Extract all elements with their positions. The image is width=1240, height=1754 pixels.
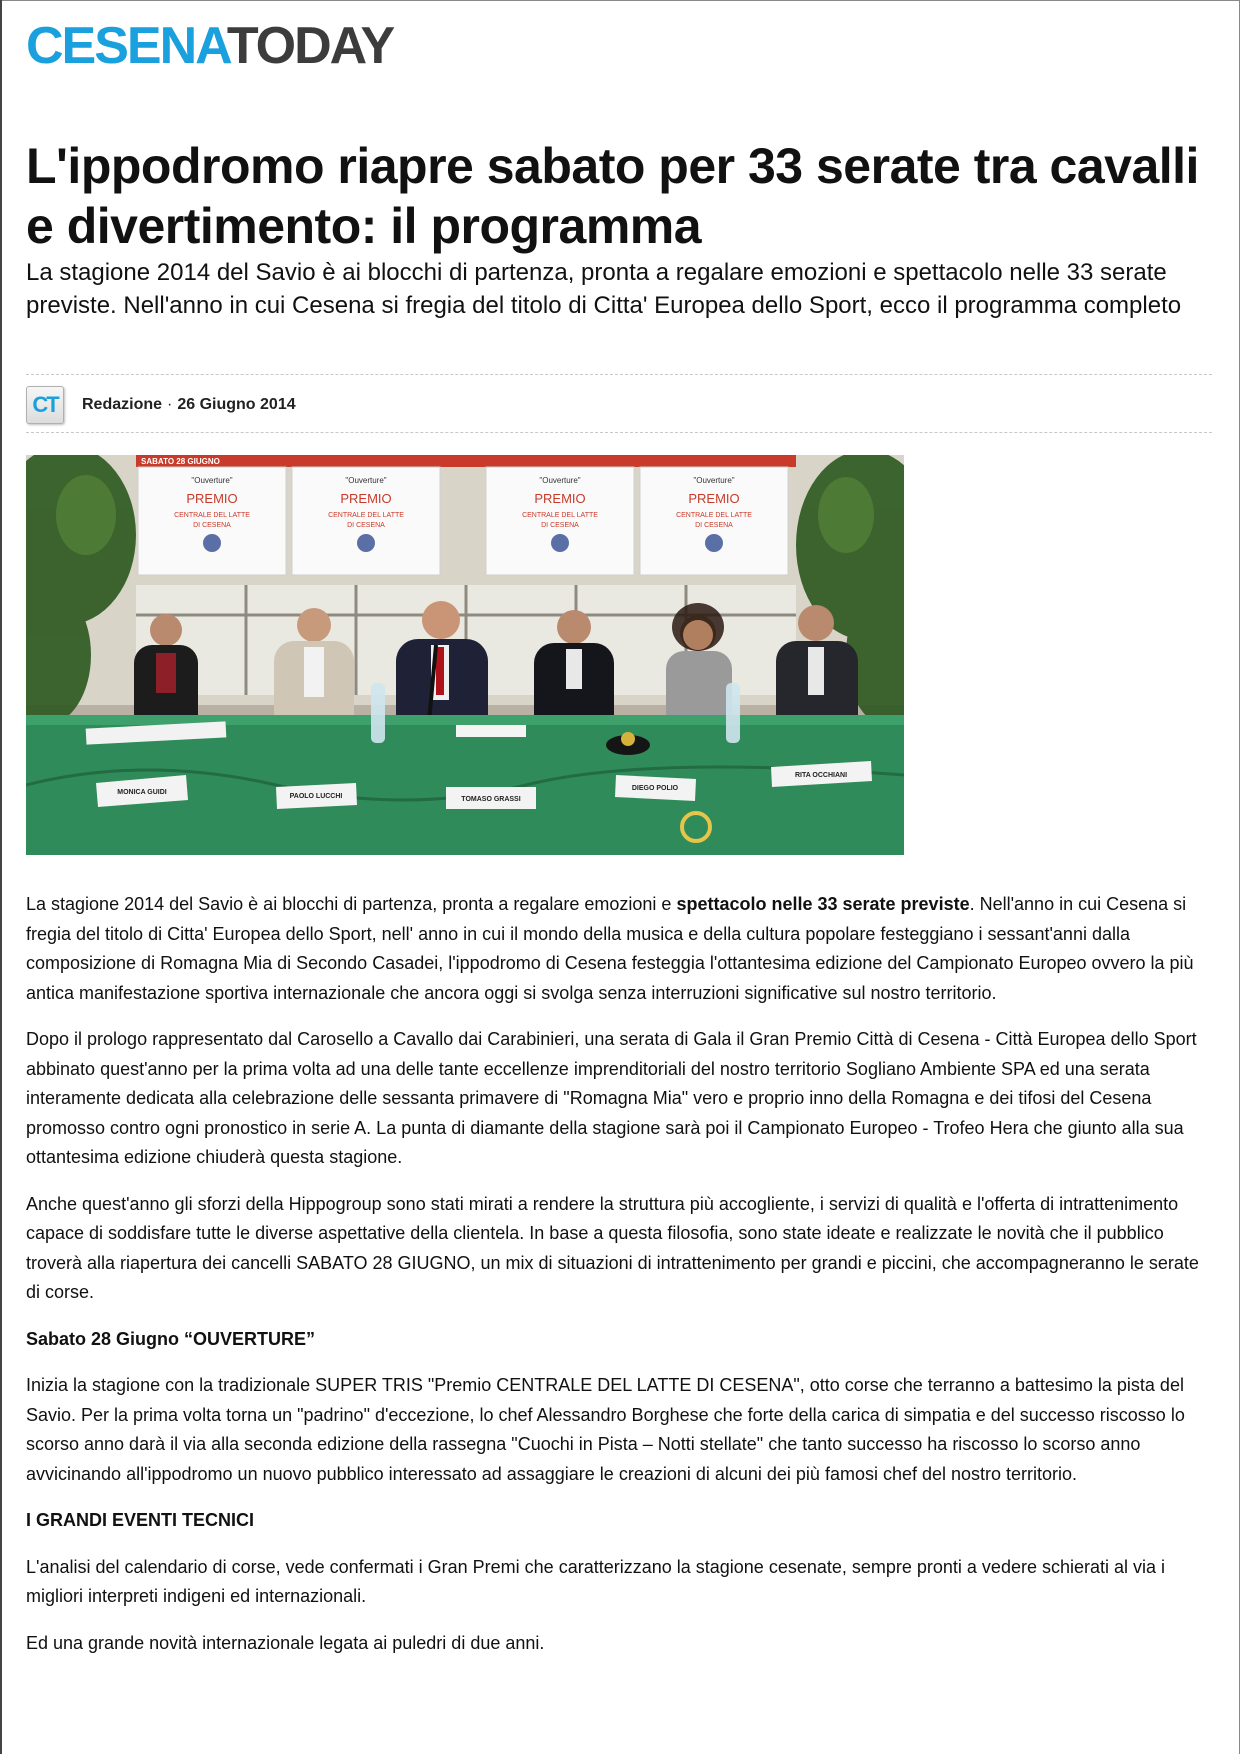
svg-text:"Ouverture": "Ouverture" bbox=[693, 476, 735, 485]
paragraph-1-part-b: . Nell'anno in cui Cesena si fregia del titolo di Citta' Europea dello Sport, nell' anno in cui il mondo della musica e della cultura popolare festeggiano i sessant'anni dalla composizione di Romagna Mia di Secondo Casadei, l'ippodromo di Cesena festeggia l'ottantesima edizione del Campionato Europeo ovvero la più antica manifestazione sportiva internazionale che ancora oggi si svolga senza interruzioni significative sul nostro territorio. bbox=[26, 894, 1194, 1003]
svg-text:PAOLO LUCCHI: PAOLO LUCCHI bbox=[289, 793, 343, 800]
page-border-top bbox=[0, 0, 1240, 1]
byline bbox=[26, 384, 296, 426]
paragraph-2: Dopo il prologo rappresentato dal Carosello a Cavallo dai Carabinieri, una serata di Gala il Gran Premio Città di Cesena - Città Europea dello Sport abbinato quest'anno per la prima volta ad una delle tante eccellenze imprenditoriali del nostro territorio Sogliano Ambiente SPA ed una serata interamente dedicata alla celebrazione delle sessanta primavere di "Romagna Mia" vero e proprio inno della Romagna e dei tifosi del Cesena promosso contro ogni pronostico in serie A. La punta di diamante della stagione sarà poi il Campionato Europeo - Trofeo Hera che giunto alla sua ottantesima edizione chiuderà questa stagione. bbox=[26, 1029, 1197, 1167]
svg-text:CENTRALE DEL LATTE: CENTRALE DEL LATTE bbox=[174, 512, 250, 519]
name-card-4 bbox=[615, 775, 696, 801]
article-title: L'ippodromo riapre sabato per 33 serate tra cavalli e divertimento: il programma bbox=[26, 138, 1199, 254]
svg-text:DI CESENA: DI CESENA bbox=[193, 522, 231, 529]
publish-date: 26 Giugno 2014 bbox=[177, 396, 296, 413]
paragraph-1 bbox=[26, 890, 1212, 1008]
svg-text:CENTRALE DEL LATTE: CENTRALE DEL LATTE bbox=[522, 512, 598, 519]
paragraph-4: Inizia la stagione con la tradizionale SUPER TRIS "Premio CENTRALE DEL LATTE DI CESENA", otto corse che terranno a battesimo la pista del Savio. Per la prima volta torna un "padrino" d'eccezione, lo chef Alessandro Borghese che forte della carica di simpatia e del successo riscosso lo scorso anno darà il via alla seconda edizione della rassegna "Cuochi in Pista – Notti stellate" che tanto successo ha riscosso lo scorso anno avvicinando all'ippodromo un nuovo pubblico interessato ad assaggiare le creazioni di alcuni dei più famosi chef del nostro territorio. bbox=[26, 1375, 1185, 1484]
page-border-left bbox=[0, 0, 2, 1754]
article-body bbox=[26, 890, 1212, 1675]
svg-text:PREMIO: PREMIO bbox=[186, 491, 238, 506]
svg-text:RITA OCCHIANI: RITA OCCHIANI bbox=[794, 772, 848, 779]
svg-text:MONICA GUIDI: MONICA GUIDI bbox=[117, 789, 167, 796]
svg-text:PREMIO: PREMIO bbox=[688, 491, 740, 506]
section-heading-ouverture: Sabato 28 Giugno “OUVERTURE” bbox=[26, 1328, 316, 1349]
svg-text:"Ouverture": "Ouverture" bbox=[345, 476, 387, 485]
section-heading-eventi: I GRANDI EVENTI TECNICI bbox=[26, 1510, 255, 1530]
svg-text:CENTRALE DEL LATTE: CENTRALE DEL LATTE bbox=[676, 512, 752, 519]
byline-text bbox=[82, 396, 296, 414]
svg-text:DI CESENA: DI CESENA bbox=[695, 522, 733, 529]
paragraph-1-part-a: La stagione 2014 del Savio è ai blocchi di partenza, pronta a regalare emozioni e bbox=[26, 894, 677, 914]
svg-text:PREMIO: PREMIO bbox=[534, 491, 586, 506]
article-photo bbox=[26, 455, 904, 855]
svg-text:"Ouverture": "Ouverture" bbox=[539, 476, 581, 485]
svg-text:DIEGO POLIO: DIEGO POLIO bbox=[631, 785, 679, 792]
poster-4 bbox=[640, 467, 788, 575]
article-subtitle: La stagione 2014 del Savio è ai blocchi di partenza, pronta a regalare emozioni e spettacolo nelle 33 serate previste. Nell'anno in cui Cesena si fregia del titolo di Citta' Europea dello Sport, ecco il programma completo bbox=[26, 259, 1182, 319]
paragraph-3: Anche quest'anno gli sforzi della Hippogroup sono stati mirati a rendere la struttura più accogliente, i servizi di qualità e l'offerta di intrattenimento capace di soddisfare tutte le diverse aspettative della clientela. In base a questa filosofia, sono state ideate e realizzate le novità che il pubblico troverà alla riapertura dei cancelli SABATO 28 GIUGNO, un mix di situazioni di intrattenimento per grandi e piccini, che accompagneranno le serate di corse. bbox=[26, 1193, 1199, 1302]
logo-part-today: TODAY bbox=[226, 17, 394, 75]
poster-3 bbox=[486, 467, 634, 575]
name-card-3 bbox=[446, 787, 536, 809]
logo-part-cesena: CESENA bbox=[26, 17, 227, 75]
paragraph-6: Ed una grande novità internazionale legata ai puledri di due anni. bbox=[26, 1632, 545, 1653]
divider-bottom bbox=[26, 432, 1212, 433]
byline-separator: · bbox=[167, 396, 173, 413]
name-card-2 bbox=[276, 783, 357, 809]
paragraph-1-bold: spettacolo nelle 33 serate previste bbox=[676, 894, 970, 914]
author-avatar: CT bbox=[26, 386, 64, 424]
author-name[interactable]: Redazione bbox=[82, 396, 163, 413]
site-logo[interactable] bbox=[26, 16, 393, 76]
svg-text:TOMASO GRASSI: TOMASO GRASSI bbox=[461, 796, 521, 803]
divider-top bbox=[26, 374, 1212, 375]
svg-text:DI CESENA: DI CESENA bbox=[541, 522, 579, 529]
paragraph-5: L'analisi del calendario di corse, vede confermati i Gran Premi che caratterizzano la stagione cesenate, sempre pronti a vedere schierati al via i migliori interpreti indigeni ed internazionali. bbox=[26, 1556, 1166, 1606]
poster-2 bbox=[292, 467, 440, 575]
svg-text:"Ouverture": "Ouverture" bbox=[191, 476, 233, 485]
poster-top-banner: SABATO 28 GIUGNO bbox=[141, 457, 220, 466]
svg-text:DI CESENA: DI CESENA bbox=[347, 522, 385, 529]
poster-1 bbox=[138, 467, 286, 575]
svg-text:CENTRALE DEL LATTE: CENTRALE DEL LATTE bbox=[328, 512, 404, 519]
svg-text:PREMIO: PREMIO bbox=[340, 491, 392, 506]
